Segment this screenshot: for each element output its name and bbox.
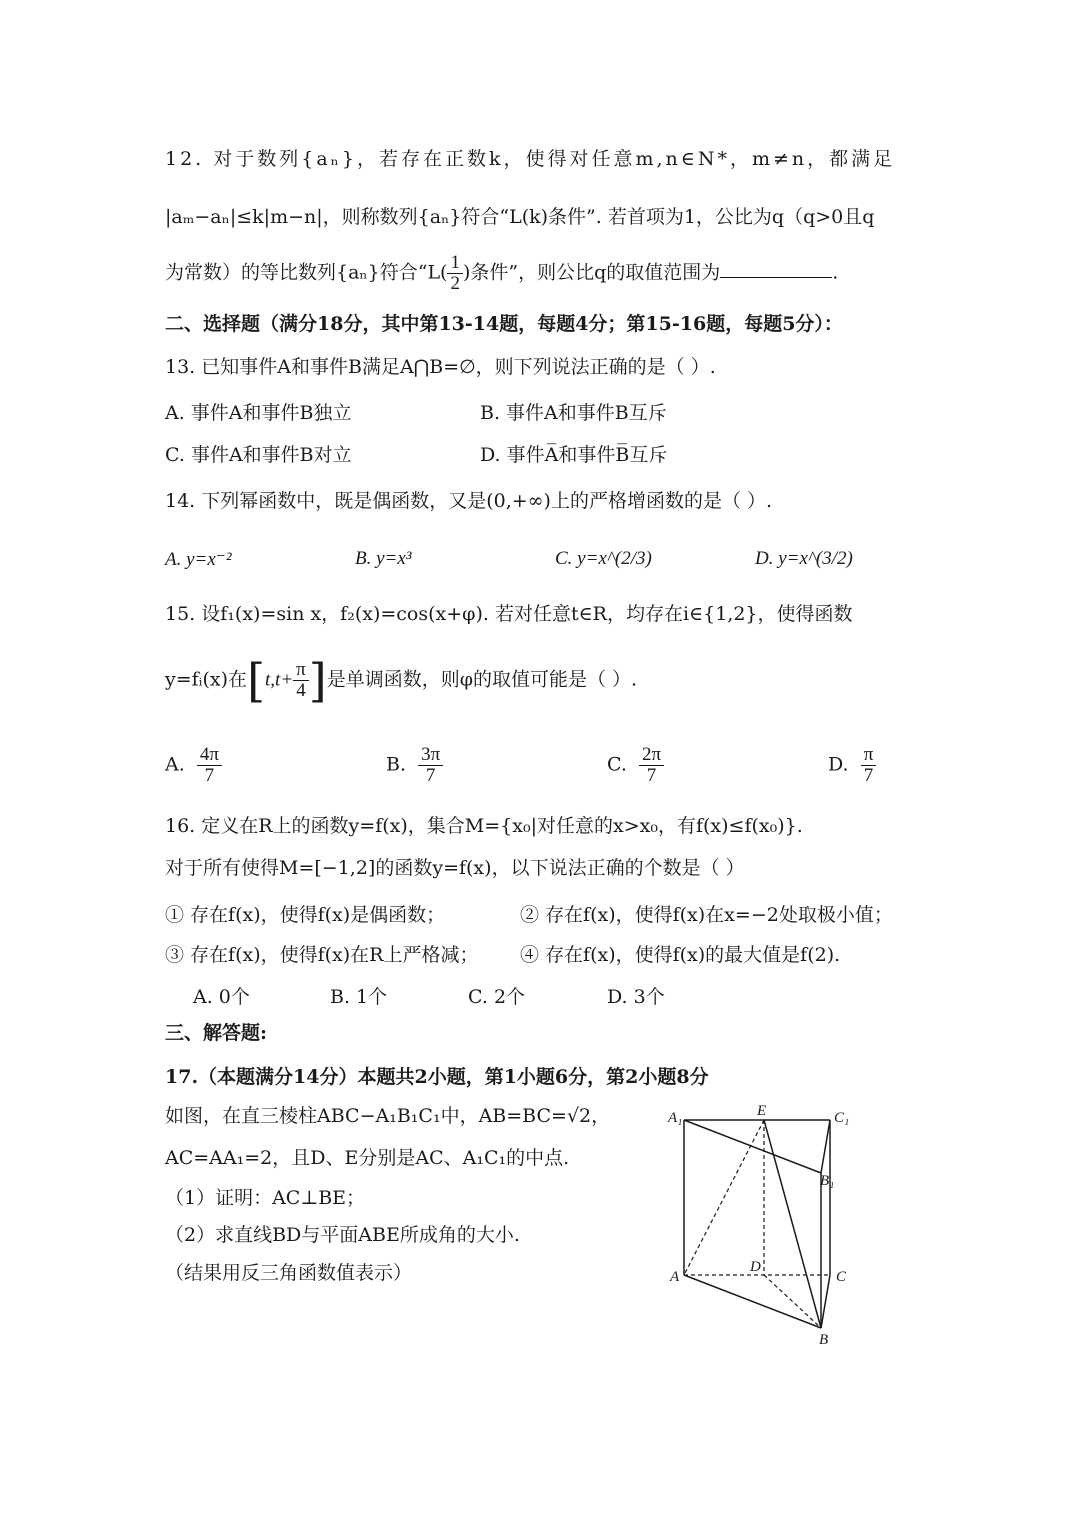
label-b: B <box>819 1332 829 1348</box>
q15-interval-left: t,t+ <box>265 669 294 691</box>
q15-option-d <box>828 745 876 786</box>
q16-statement-4: ④ 存在f(x)，使得f(x)的最大值是f(2). <box>520 944 841 966</box>
q17-line1: 如图，在直三棱柱ABC−A₁B₁C₁中，AB=BC=√2， <box>165 1105 611 1127</box>
q15-option-a-num: 4π <box>197 745 222 766</box>
q15-interval-num: π <box>293 660 309 681</box>
label-a: A <box>670 1269 680 1285</box>
q15-option-d-fraction <box>861 745 877 786</box>
left-bracket: [ <box>247 653 266 708</box>
q14-stem: 14. 下列幂函数中，既是偶函数，又是(0,+∞)上的严格增函数的是（ ）. <box>165 490 773 512</box>
edge-a-b <box>684 1275 821 1328</box>
edge-c1-b1 <box>821 1120 830 1173</box>
q13-stem: 13. 已知事件A和事件B满足A⋂B=∅，则下列说法正确的是（ ）. <box>165 356 716 378</box>
q15-option-c-den: 7 <box>646 764 657 786</box>
segment-e-a <box>684 1120 764 1275</box>
label-c1: C₁ <box>834 1110 850 1126</box>
edge-a1-b1 <box>684 1120 821 1173</box>
q12-fraction-num: 1 <box>447 253 463 274</box>
q15-option-c-fraction <box>639 745 664 786</box>
q15-option-c <box>607 745 664 786</box>
q15-option-d-num: π <box>861 745 877 766</box>
label-e: E <box>757 1103 767 1119</box>
q15-interval-fraction <box>293 660 309 701</box>
q16-option-c: C. 2个 <box>468 986 526 1008</box>
q15-option-b-fraction <box>418 745 443 786</box>
q12-line3 <box>165 253 838 294</box>
q12-line2: |aₘ−aₙ|≤k|m−n|，则称数列{aₙ}符合“L(k)条件”. 若首项为1，公比为q（q>0且q <box>165 206 875 228</box>
edge-c-b <box>821 1275 830 1328</box>
q15-option-c-num: 2π <box>639 745 664 766</box>
q17-line2: AC=AA₁=2，且D、E分别是AC、A₁C₁的中点. <box>165 1147 570 1169</box>
q15-option-b-label: B. <box>386 753 407 776</box>
q17-header: 17.（本题满分14分）本题共2小题，第1小题6分，第2小题8分 <box>165 1066 709 1088</box>
q15-option-a-fraction <box>197 745 222 786</box>
q16-option-a: A. 0个 <box>193 986 250 1008</box>
q14-option-d: D. y=x^(3/2) <box>755 548 853 569</box>
q12-fraction-den: 2 <box>450 272 460 294</box>
q12-line3-end: . <box>832 261 839 284</box>
q14-option-b: B. y=x³ <box>355 548 412 569</box>
section2-heading: 二、选择题（满分18分，其中第13-14题，每题4分；第15-16题，每题5分）： <box>165 313 843 335</box>
segment-e-b <box>764 1120 821 1328</box>
q14-option-a: A. y=x⁻² <box>165 549 232 570</box>
right-bracket: ] <box>308 653 327 708</box>
q13-option-a: A. 事件A和事件B独立 <box>165 402 352 424</box>
q17-part2: （2）求直线BD与平面ABE所成角的大小. <box>165 1224 520 1246</box>
q13-option-b: B. 事件A和事件B互斥 <box>480 402 667 424</box>
q13-option-c: C. 事件A和事件B对立 <box>165 444 352 466</box>
q16-line1: 16. 定义在R上的函数y=f(x)，集合M={x₀|对任意的x>x₀，有f(x)≤f(x₀)}. <box>165 815 803 837</box>
q12-line1: 12. 对于数列{aₙ}，若存在正数k，使得对任意m,n∈N*，m≠n，都满足 <box>165 148 896 170</box>
q17-part1: （1）证明：AC⊥BE； <box>165 1187 366 1209</box>
q12-fraction <box>447 253 463 294</box>
q15-option-b-num: 3π <box>418 745 443 766</box>
section3-heading: 三、解答题: <box>165 1022 268 1044</box>
label-a1: A₁ <box>668 1110 683 1126</box>
q15-interval-den: 4 <box>296 679 306 701</box>
label-d: D <box>750 1259 761 1275</box>
label-c: C <box>836 1269 847 1285</box>
q16-statement-1: ① 存在f(x)，使得f(x)是偶函数； <box>165 904 446 926</box>
q17-note: （结果用反三角函数值表示） <box>165 1262 413 1284</box>
q16-option-b: B. 1个 <box>330 986 388 1008</box>
q15-option-d-den: 7 <box>863 764 874 786</box>
q15-line2-text-a: y=fᵢ(x)在 <box>165 668 248 691</box>
q16-statement-2: ② 存在f(x)，使得f(x)在x=−2处取极小值； <box>520 904 893 926</box>
q12-answer-blank <box>720 259 832 278</box>
q15-option-a-den: 7 <box>204 764 215 786</box>
q15-option-a <box>165 745 222 786</box>
q12-line3-text-a: 为常数）的等比数列{aₙ}符合“L( <box>165 261 448 284</box>
q16-statement-3: ③ 存在f(x)，使得f(x)在R上严格减； <box>165 944 479 966</box>
q15-option-b-den: 7 <box>425 764 436 786</box>
q15-line2 <box>165 653 638 708</box>
q15-option-a-label: A. <box>165 753 185 776</box>
q16-option-d: D. 3个 <box>607 986 665 1008</box>
q14-option-c: C. y=x^(2/3) <box>555 548 652 569</box>
q15-line1: 15. 设f₁(x)=sin x，f₂(x)=cos(x+φ). 若对任意t∈R，均存在i∈{1,2}，使得函数 <box>165 603 853 625</box>
q15-option-d-label: D. <box>828 753 849 776</box>
label-b1: B₁ <box>820 1173 835 1189</box>
q15-line2-text-b: 是单调函数，则φ的取值可能是（ ）. <box>326 668 638 691</box>
q16-line2: 对于所有使得M=[−1,2]的函数y=f(x)，以下说法正确的个数是（ ） <box>165 857 745 879</box>
q13-option-d: D. 事件A̅和事件B̅互斥 <box>480 444 668 466</box>
q15-option-c-label: C. <box>607 753 627 776</box>
prism-figure <box>660 1100 870 1350</box>
q12-line3-text-b: )条件”，则公比q的取值范围为 <box>462 261 721 284</box>
segment-d-b <box>764 1275 821 1328</box>
q15-option-b <box>386 745 443 786</box>
